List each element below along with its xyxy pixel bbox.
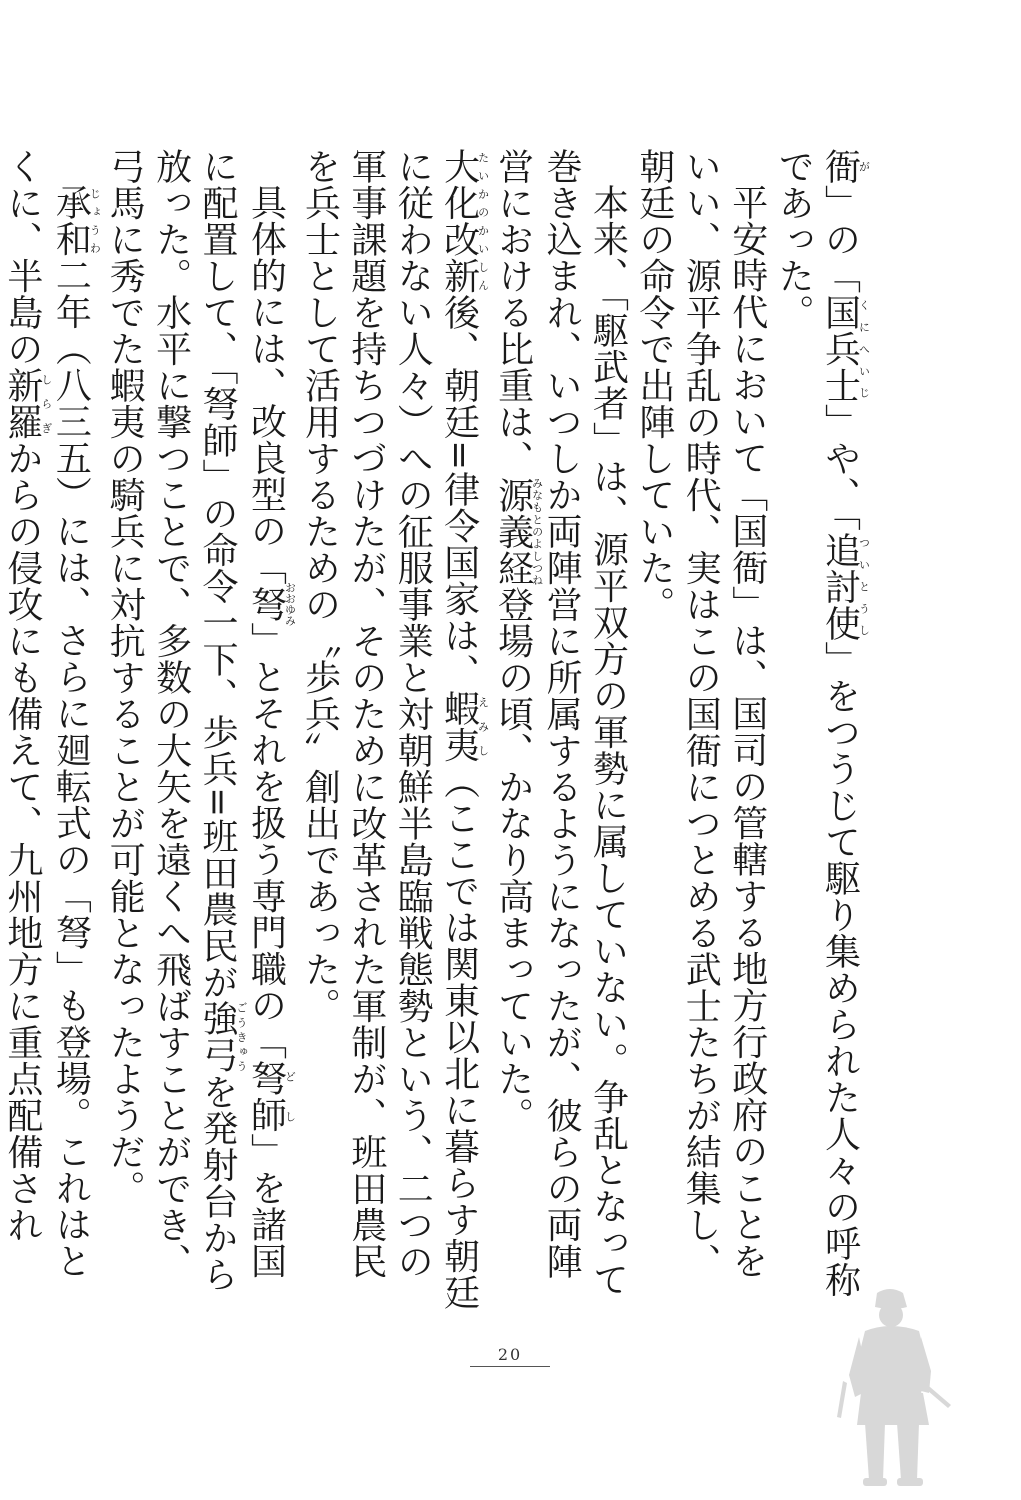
- ruby-annotation: [819, 294, 871, 404]
- text-run: 」や、「: [819, 403, 861, 532]
- ruby-annotation: [438, 148, 490, 294]
- ruby-reading: くにへいじ: [857, 294, 871, 404]
- paragraph: [630, 148, 769, 1313]
- paragraph: [296, 148, 489, 1313]
- text-run: 後、朝廷=律令国家は、: [438, 294, 480, 690]
- text-run: からの侵攻にも備えて、九州地方に重点配備され: [1, 440, 43, 1243]
- text-run: 二年（八三五）には、さらに廻転式の「弩」も登場。これはとくに、半島の: [1, 148, 92, 1279]
- ruby-annotation: [1, 367, 53, 440]
- ruby-base: 国兵士: [819, 294, 861, 404]
- ruby-reading: おおゆみ: [283, 581, 297, 626]
- text-run: 平安時代において「国衙」は、国司の管轄する地方行政府のことをいい、源平争乱の時代、実はこの国衙につとめる武士たちが結集し、朝廷の命令で出陣していた。: [633, 148, 768, 1280]
- text-run: 」の「: [819, 184, 861, 294]
- text-run: 具体的には、改良型の「: [245, 184, 287, 586]
- ruby-reading: どし: [283, 1060, 297, 1133]
- text-run: 登場の頃、かなり高まっていた。: [492, 586, 534, 1134]
- text-run: を発射台から放った。水平に撃つことで、多数の大矢を遠くへ飛ばすことができ、弓馬に秀でた蝦夷の騎兵に対抗することが可能となったようだ。: [104, 148, 239, 1293]
- ruby-annotation: [819, 148, 871, 185]
- ruby-base: 大化改新: [438, 148, 480, 294]
- ruby-reading: みなもとのよしつね: [530, 476, 544, 586]
- paragraph: [489, 148, 630, 1313]
- paragraph: [101, 148, 296, 1313]
- ruby-base: 強弓: [197, 1000, 239, 1074]
- text-run: 」を諸国に配置して、「弩師」の命令一下、歩兵=班田農民が: [197, 148, 287, 1279]
- text-run: 」をつうじて駆り集められた人々の呼称であった。: [773, 148, 861, 1298]
- page-number-rule: [470, 1366, 550, 1367]
- ruby-reading: じょうわ: [88, 184, 102, 257]
- ruby-base: 承和: [50, 184, 92, 257]
- ruby-base: 弩師: [245, 1060, 287, 1133]
- ruby-annotation: [819, 531, 871, 642]
- ruby-annotation: [492, 476, 544, 587]
- main-text-column: [1, 148, 871, 1313]
- ruby-base: 蝦夷: [438, 689, 480, 763]
- ruby-reading: が: [857, 148, 871, 185]
- ruby-base: 弩: [245, 581, 287, 626]
- paragraph: [770, 148, 870, 1313]
- ruby-annotation: [438, 689, 490, 763]
- ruby-reading: ついとうし: [857, 531, 871, 641]
- page-number: 20: [497, 1345, 523, 1364]
- ruby-base: 追討使: [819, 531, 861, 641]
- text-run: 本来、「駆武者」は、源平双方の軍勢に属していない。争乱となって巻き込まれ、いつしか両陣営に所属するようになったが、彼らの両陣営における比重は、: [492, 148, 629, 1298]
- ruby-annotation: [245, 1060, 297, 1133]
- ruby-reading: たいかのかいしん: [476, 148, 490, 294]
- paragraph: [0, 148, 101, 1313]
- text-run: 」とそれを扱う専門職の「: [245, 622, 287, 1060]
- ruby-annotation: [50, 184, 102, 257]
- ruby-base: 源義経: [492, 476, 534, 586]
- ruby-reading: えみし: [476, 689, 490, 763]
- ruby-base: 新羅: [1, 367, 43, 440]
- text-run: （ここでは関東以北に暮らす朝廷に従わない人々）への征服事業と対朝鮮半島臨戦態勢という、二つの軍事課題を持ちつづけたが、そのために改革された軍制が、班田農民を兵士として活用するための〝歩兵〟創出であった。: [299, 148, 480, 1311]
- ruby-base: 衙: [819, 148, 861, 185]
- ruby-annotation: [245, 581, 297, 626]
- samurai-silhouette-icon: [835, 1285, 955, 1490]
- ruby-reading: しらぎ: [39, 367, 53, 440]
- ruby-annotation: [197, 1000, 249, 1074]
- ruby-reading: ごうきゅう: [235, 1000, 249, 1074]
